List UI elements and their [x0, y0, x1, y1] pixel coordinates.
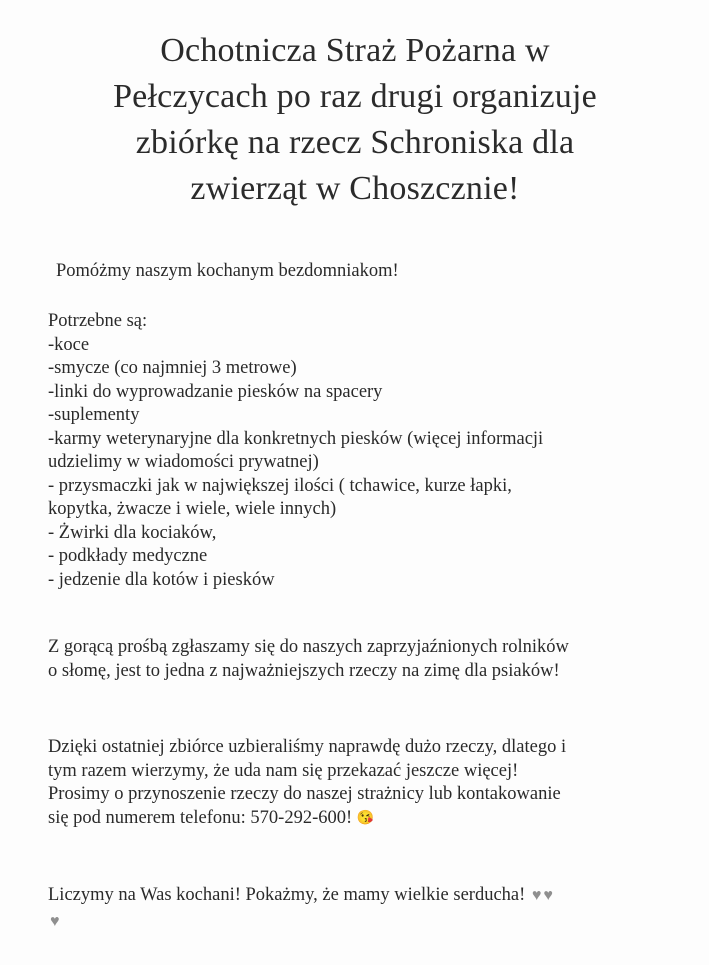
paragraph-line: Dzięki ostatniej zbiórce uzbieraliśmy naprawdę dużo rzeczy, dlatego i	[48, 737, 567, 757]
closing-text: Liczymy na Was kochani! Pokażmy, że mamy wielkie serducha!	[48, 885, 526, 905]
kiss-emoji-icon: 😘	[356, 810, 375, 826]
paragraph-line	[48, 884, 668, 908]
straw-paragraph	[48, 636, 668, 683]
paragraph-line: tym razem wierzymy, że uda nam się przekazać jeszcze więcej!	[48, 760, 519, 781]
intro-paragraph	[56, 260, 676, 284]
list-item: - podkłady medyczne	[48, 546, 208, 566]
list-item: -karmy weterynaryjne dla konkretnych piesków (więcej informacji	[48, 428, 544, 449]
list-item: kopytka, żwacze i wiele, wiele innych)	[48, 499, 337, 519]
heart-row	[48, 910, 668, 934]
list-item: - przysmaczki jak w największej ilości ( tchawice, kurze łapki,	[48, 475, 512, 496]
heart-icon: ♥	[531, 887, 542, 904]
paragraph-line: Prosimy o przynoszenie rzeczy do naszej strażnicy lub kontakowanie	[48, 784, 561, 804]
closing-paragraph	[48, 884, 668, 933]
paragraph-line	[48, 807, 668, 831]
list-item: -suplementy	[48, 405, 140, 425]
paragraph-line: o słomę, jest to jedna z najważniejszych rzeczy na zimę dla psiaków!	[48, 660, 560, 681]
title-line: zwierząt w Choszcznie!	[190, 170, 520, 207]
list-item: -linki do wyprowadzanie piesków na spacery	[48, 381, 383, 402]
phone-line-text: się pod numerem telefonu: 570-292-600!	[48, 807, 353, 828]
list-item: - Żwirki dla kociaków,	[48, 522, 217, 543]
list-item: - jedzenie dla kotów i piesków	[48, 569, 275, 590]
needs-list	[48, 310, 668, 592]
list-item: -smycze (co najmniej 3 metrowe)	[48, 358, 297, 378]
page-title	[40, 28, 670, 212]
list-item: -koce	[48, 334, 90, 355]
intro-text: Pomóżmy naszym kochanym bezdomniakom!	[56, 261, 399, 281]
heart-icon: ♥	[543, 887, 553, 904]
title-line: Pełczycach po raz drugi organizuje	[113, 78, 597, 115]
title-line: Ochotnicza Straż Pożarna w	[160, 32, 550, 69]
heart-icon: ♥	[50, 912, 60, 930]
paragraph-line: Z gorącą prośbą zgłaszamy się do naszych zaprzyjaźnionych rolników	[48, 637, 569, 657]
title-line: zbiórkę na rzecz Schroniska dla	[135, 124, 575, 161]
thanks-paragraph	[48, 736, 668, 830]
list-item: udzielimy w wiadomości prywatnej)	[48, 452, 319, 472]
needs-heading: Potrzebne są:	[48, 311, 148, 331]
